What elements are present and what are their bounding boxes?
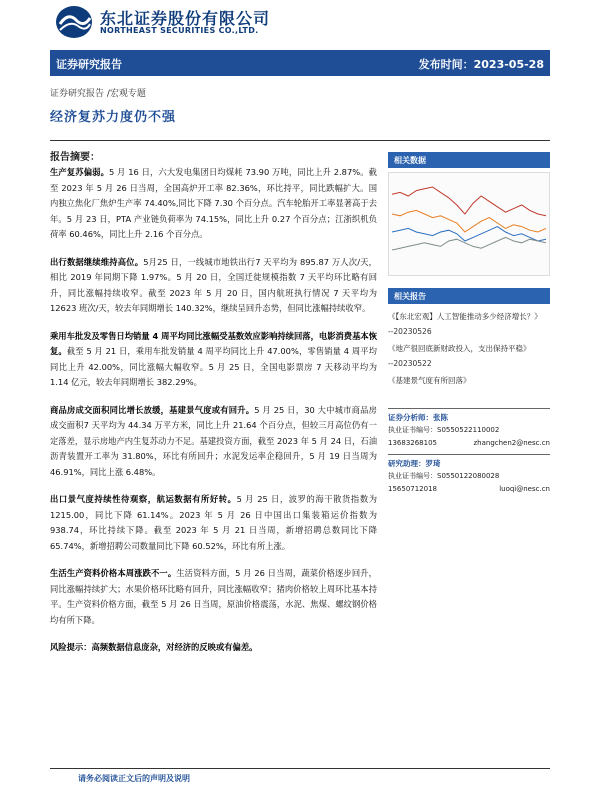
paragraph-lead: 出口景气度持续性待观察，航运数据有所好转。 [50, 494, 237, 504]
paragraph [50, 329, 377, 391]
analyst-phone: 13683268105 [388, 439, 437, 447]
company-name-cn: 东北证券股份有限公司 [100, 9, 271, 28]
company-name-en: NORTHEAST SECURITIES CO.,LTD. [100, 26, 259, 35]
risk-warning [50, 640, 377, 656]
analyst-block [388, 408, 550, 450]
paragraph-lead: 乘用车批发及零售日均销量 4 周平均同比涨幅受基数效应影响持续回落，电影消费基本恢复。 [50, 330, 377, 356]
analyst-contact [388, 483, 550, 496]
publish-time: 发布时间：2023-05-28 [418, 58, 544, 71]
related-reports-list [388, 306, 550, 387]
paragraph-lead: 出行数据继续维持高位。 [50, 256, 144, 267]
title-band [50, 50, 550, 76]
related-data-chart [388, 172, 550, 276]
report-title: 经济复苏力度仍不强 [50, 110, 177, 125]
company-logo-icon [54, 4, 94, 40]
paragraph-lead: 风险提示：高频数据信息庞杂，对经济的反映或有偏差。 [50, 642, 258, 652]
report-link[interactable]: 《地产很回底新财政投入，支出保持平稳》 [388, 344, 531, 353]
related-reports-heading: 相关报告 [388, 288, 550, 304]
paragraph-text: 截至 5 月 21 日，乘用车批发销量 4 周平均同比上升 47.00%，零售销量 4 周平均同比上升 42.00%，同比涨幅大幅收窄。5 月 25 日，全国电影票房 7 天移动平均为 1.14 亿元，较去年同期增长 382.29%。 [50, 346, 377, 387]
paragraph [50, 255, 377, 317]
related-reports-section [388, 288, 550, 304]
paragraph [50, 165, 377, 243]
chart-frame [389, 173, 550, 276]
report-link[interactable]: 《基建景气度有所回落》 [388, 376, 471, 385]
analyst-email[interactable]: zhangchen2@nesc.cn [473, 439, 550, 447]
paragraph-text: 5 月 25 日，波罗的海干散货指数为 1215.00，同比下降 61.14%。2023 年 5 月 26 日中国出口集装箱运价指数为 938.74，环比持续下降。截至 2023 年 5 月 21 日当周，新增招聘总数同比下降 65.74%，新增招聘公司数量同比下降 60.52%，环比有所上涨。 [50, 494, 377, 551]
paragraph-text: 5 月 25 日，30 大中城市商品房成交面积7 天平均为 44.34 万平方米，同比上升 21.64 个百分点，但较三月高位仍有一定落差，显示房地产内生复苏动力不足。基建投资方面，截至 2023 年 5 月 24 日，石油沥青装置开工率为 31.80%，环比有所回升；水泥发运率企稳回升，5 月 19 日当周为 46.91%，同比上涨 6.48%。 [50, 404, 377, 477]
paragraph-lead: 商品房成交面积同比增长放缓，基建景气度或有回升。 [50, 404, 255, 415]
report-type-label: 证券研究报告 [56, 58, 122, 71]
breadcrumb: 证券研究报告 /宏观专题 [50, 89, 146, 99]
paragraph-text: 生活资料方面，5 月 26 日当周，蔬菜价格逐步回升，同比涨幅持续扩大；水果价格环比略有回升，同比涨幅收窄；猪肉价格较上周环比基本持平。生产资料价格方面，截至 5 月 26 日当周，原油价格震荡，水泥、焦煤、螺纹钢价格均有所下降。 [50, 568, 377, 625]
abstract-heading: 报告摘要： [50, 152, 100, 163]
related-data-heading: 相关数据 [388, 152, 550, 168]
paragraph-lead: 生活生产资料价格本周涨跌不一。 [50, 568, 177, 578]
footer-disclaimer: 请务必阅读正文后的声明及说明 [50, 768, 550, 784]
analyst-email[interactable]: luoqi@nesc.cn [499, 485, 550, 493]
paragraph [50, 566, 377, 628]
report-header [0, 0, 600, 48]
analyst-cert: 执业证书编号：S0550522110002 [388, 426, 500, 434]
report-link[interactable]: 《【东北宏观】人工智能推动多少经济增长？》 [388, 312, 542, 321]
paragraph-text: 5 月 16 日，六大发电集团日均煤耗 73.90 万吨，同比上升 2.87%。截至 2023 年 5 月 26 日当周，全国高炉开工率 82.36%，环比持平，同比跌幅扩大。国内独立焦化厂焦炉生产率 74.40%,同比下降 7.30 个百分点。汽车轮胎开工率显著高于去年。5 月 23 日，PTA 产业链负荷率为 74.15%，同比上升 0.27 个百分点；江浙织机负荷率 60.46%，同比上升 2.16 个百分点。 [50, 167, 377, 239]
related-data-section [388, 152, 550, 168]
report-date: --20230522 [388, 359, 432, 368]
paragraph-text: 5月25 日，一线城市地铁出行7 天平均为 895.87 万人次/天，相比 2019 年同期下降 1.97%。5 月 20 日，全国迁徙规模指数 7 天平均环比略有回升，同比涨幅持续收窄。截至 2023 年 5 月 20 日，国内航班执行情况 7 天平均为 12623 班次/天，较去年同期增长 140.32%，继续呈回升态势，但同比涨幅持续收窄。 [50, 256, 377, 313]
paragraph-lead: 生产复苏偏弱。 [50, 167, 109, 177]
abstract-body [50, 165, 377, 668]
report-date: --20230526 [388, 327, 432, 336]
analyst-contact [388, 437, 550, 450]
paragraph [50, 492, 377, 554]
analyst-cert: 执业证书编号：S0550122080028 [388, 472, 500, 480]
paragraph [50, 403, 377, 481]
analyst-role: 证券分析师：张陈 [388, 408, 550, 424]
analyst-block [388, 454, 550, 496]
analyst-phone: 15650712018 [388, 485, 437, 493]
divider [50, 140, 550, 141]
analyst-role: 研究助理：罗琦 [388, 454, 550, 470]
analyst-info [388, 408, 550, 500]
